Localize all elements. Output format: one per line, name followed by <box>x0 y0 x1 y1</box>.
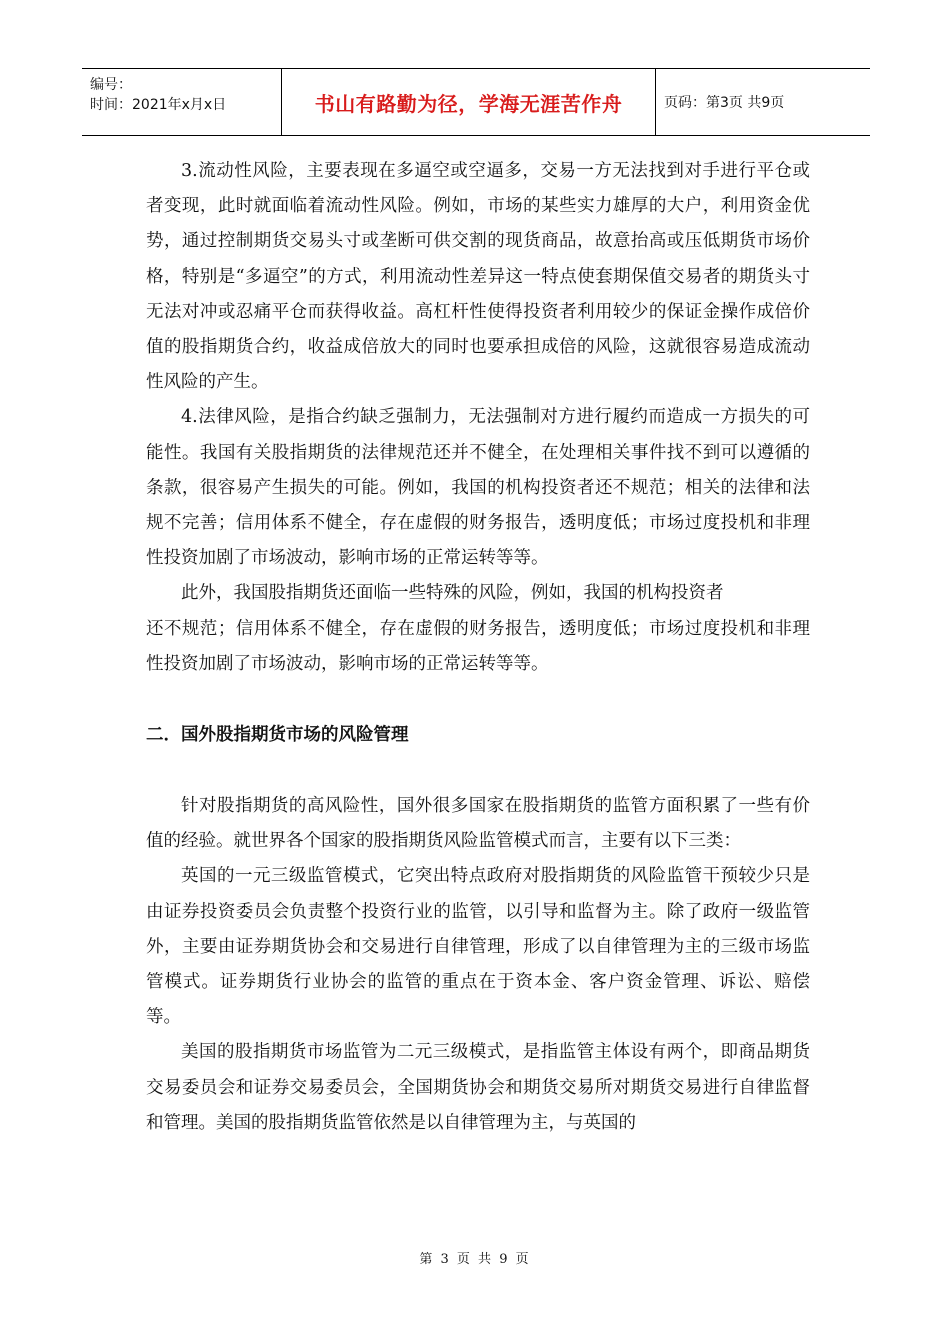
paragraph-us-model: 美国的股指期货市场监管为二元三级模式，是指监管主体设有两个，即商品期货交易委员会和证券交易委员会，全国期货协会和期货交易所对期货交易进行自律监督和管理。美国的股指期货监管依然是以自律管理为主，与英国的 <box>146 1042 810 1133</box>
paragraph-liquidity-risk: 3.流动性风险，主要表现在多逼空或空逼多，交易一方无法找到对手进行平仓或者变现，此时就面临着流动性风险。例如，市场的某些实力雄厚的大户，利用资金优势，通过控制期货交易头寸或垄断可供交割的现货商品，故意抬高或压低期货市场价格，特别是“多逼空”的方式，利用流动性差异这一特点使套期保值交易者的期货头寸无法对冲或忍痛平仓而获得收益。高杠杆性使得投资者利用较少的保证金操作成倍价值的股指期货合约，收益成倍放大的同时也要承担成倍的风险，这就很容易造成流动性风险的产生。 <box>146 161 810 393</box>
page-footer: 第 3 页 共 9 页 <box>419 1252 531 1267</box>
header-page-code: 页码：第3页 共9页 <box>664 95 785 111</box>
paragraph-intro: 针对股指期货的高风险性，国外很多国家在股指期货的监管方面积累了一些有价值的经验。就世界各个国家的股指期货风险监管模式而言，主要有以下三类： <box>146 796 810 852</box>
document-body <box>146 154 810 1141</box>
header-page-cell <box>656 69 870 135</box>
section-heading: 二．国外股指期货市场的风险管理 <box>146 725 409 746</box>
document-date-label: 时间：2021年x月x日 <box>90 97 227 113</box>
paragraph-uk-model: 英国的一元三级监管模式，它突出特点政府对股指期货的风险监管干预较少只是由证券投资委员会负责整个投资行业的监管，以引导和监督为主。除了政府一级监管外，主要由证券期货协会和交易进行自律管理，形成了以自律管理为主的三级市场监管模式。证券期货行业协会的监管的重点在于资本金、客户资金管理、诉讼、赔偿等。 <box>146 866 810 1028</box>
document-number-label: 编号： <box>90 77 132 93</box>
header-meta <box>82 69 282 135</box>
header-motto-cell <box>282 69 656 135</box>
paragraph-special-risk-rest: 还不规范；信用体系不健全，存在虚假的财务报告，透明度低；市场过度投机和非理性投资加剧了市场波动，影响市场的正常运转等等。 <box>146 618 810 674</box>
header-motto: 书山有路勤为径，学海无涯苦作舟 <box>314 91 623 116</box>
paragraph-special-risk-line1: 此外，我国股指期货还面临一些特殊的风险，例如，我国的机构投资者 <box>181 583 724 604</box>
page-header <box>82 68 870 136</box>
paragraph-legal-risk: 4.法律风险，是指合约缺乏强制力，无法强制对方进行履约而造成一方损失的可能性。我国有关股指期货的法律规范还并不健全，在处理相关事件找不到可以遵循的条款，很容易产生损失的可能。例如，我国的机构投资者还不规范；相关的法律和法规不完善；信用体系不健全，存在虚假的财务报告，透明度低；市场过度投机和非理性投资加剧了市场波动，影响市场的正常运转等等。 <box>146 407 810 569</box>
